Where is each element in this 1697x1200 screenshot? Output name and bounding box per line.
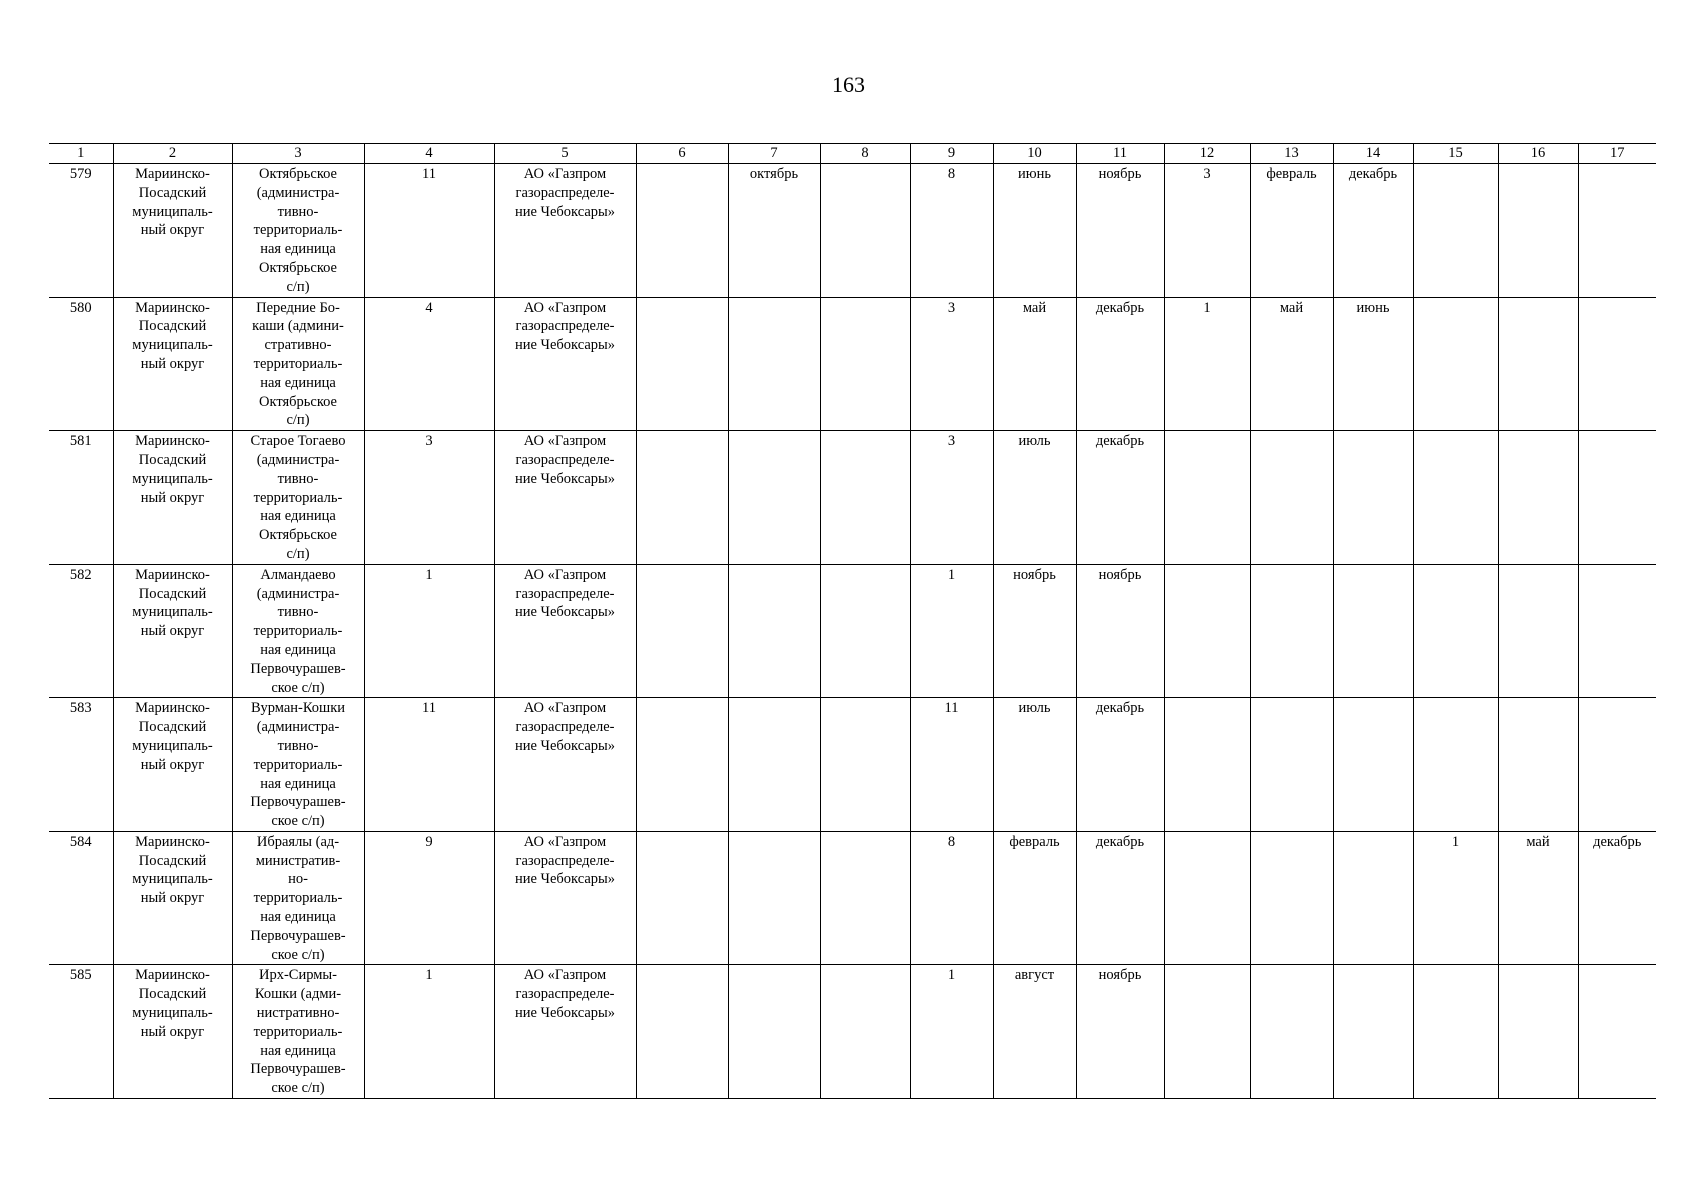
row-number-cell: 584 [49,831,113,965]
col14-month-cell [1333,831,1413,965]
col6-count-cell [636,698,728,832]
column-number: 8 [820,144,910,164]
gas-distributor-cell: АО «Газпром газораспределе- ние Чебоксары» [494,564,636,698]
table-row [49,831,1656,965]
col14-month-cell [1333,431,1413,565]
settlement-cell: Ирх-Сирмы- Кошки (адми- нистративно- территориаль- ная единица Первочурашев- ское с/п) [232,965,364,1099]
col10-month-cell: ноябрь [993,564,1076,698]
col11-month-cell: ноябрь [1076,164,1164,298]
col8-month-cell [820,431,910,565]
gas-distributor-cell: АО «Газпром газораспределе- ние Чебоксары» [494,831,636,965]
col12-count-cell [1164,965,1250,1099]
col7-month-cell: октябрь [728,164,820,298]
col17-month-cell [1578,297,1656,431]
settlement-cell: Октябрьское (администра- тивно- территориаль- ная единица Октябрьское с/п) [232,164,364,298]
district-cell: Мариинско- Посадский муниципаль- ный округ [113,297,232,431]
col6-count-cell [636,431,728,565]
gas-distributor-cell: АО «Газпром газораспределе- ние Чебоксары» [494,965,636,1099]
table-row [49,297,1656,431]
table-row [49,698,1656,832]
table-row [49,965,1656,1099]
col14-month-cell [1333,698,1413,832]
settlement-cell: Ибраялы (ад- министратив- но- территориаль- ная единица Первочурашев- ское с/п) [232,831,364,965]
settlement-cell: Передние Бо- каши (админи- стративно- территориаль- ная единица Октябрьское с/п) [232,297,364,431]
col11-month-cell: декабрь [1076,431,1164,565]
col14-month-cell: июнь [1333,297,1413,431]
col8-month-cell [820,564,910,698]
col6-count-cell [636,965,728,1099]
total-count-cell: 1 [364,965,494,1099]
gasification-schedule-table [49,143,1656,1099]
column-number: 11 [1076,144,1164,164]
district-cell: Мариинско- Посадский муниципаль- ный округ [113,564,232,698]
col17-month-cell: декабрь [1578,831,1656,965]
col9-count-cell: 8 [910,164,993,298]
col13-month-cell [1250,965,1333,1099]
col15-count-cell [1413,698,1498,832]
settlement-cell: Вурман-Кошки (администра- тивно- территориаль- ная единица Первочурашев- ское с/п) [232,698,364,832]
col13-month-cell [1250,831,1333,965]
col16-month-cell [1498,965,1578,1099]
column-number: 6 [636,144,728,164]
col10-month-cell: июль [993,698,1076,832]
column-number: 7 [728,144,820,164]
col15-count-cell [1413,965,1498,1099]
col13-month-cell: май [1250,297,1333,431]
settlement-cell: Алмандаево (администра- тивно- территориаль- ная единица Первочурашев- ское с/п) [232,564,364,698]
total-count-cell: 3 [364,431,494,565]
column-number: 17 [1578,144,1656,164]
district-cell: Мариинско- Посадский муниципаль- ный округ [113,698,232,832]
col16-month-cell [1498,698,1578,832]
column-number: 9 [910,144,993,164]
total-count-cell: 1 [364,564,494,698]
col8-month-cell [820,965,910,1099]
col9-count-cell: 1 [910,965,993,1099]
col11-month-cell: декабрь [1076,831,1164,965]
column-number: 4 [364,144,494,164]
col9-count-cell: 11 [910,698,993,832]
column-number: 1 [49,144,113,164]
col6-count-cell [636,164,728,298]
col16-month-cell [1498,431,1578,565]
col17-month-cell [1578,564,1656,698]
col6-count-cell [636,831,728,965]
col17-month-cell [1578,164,1656,298]
column-number: 12 [1164,144,1250,164]
col16-month-cell: май [1498,831,1578,965]
col6-count-cell [636,297,728,431]
col15-count-cell: 1 [1413,831,1498,965]
row-number-cell: 579 [49,164,113,298]
col14-month-cell [1333,564,1413,698]
col8-month-cell [820,297,910,431]
col9-count-cell: 3 [910,297,993,431]
col10-month-cell: август [993,965,1076,1099]
row-number-cell: 581 [49,431,113,565]
gas-distributor-cell: АО «Газпром газораспределе- ние Чебоксары» [494,431,636,565]
column-number: 2 [113,144,232,164]
district-cell: Мариинско- Посадский муниципаль- ный округ [113,164,232,298]
col8-month-cell [820,831,910,965]
col15-count-cell [1413,297,1498,431]
column-number: 14 [1333,144,1413,164]
col10-month-cell: июль [993,431,1076,565]
col13-month-cell [1250,564,1333,698]
col12-count-cell [1164,831,1250,965]
column-number: 16 [1498,144,1578,164]
col13-month-cell [1250,698,1333,832]
col11-month-cell: декабрь [1076,698,1164,832]
table-row [49,164,1656,298]
col16-month-cell [1498,297,1578,431]
column-number: 15 [1413,144,1498,164]
col12-count-cell [1164,698,1250,832]
col17-month-cell [1578,431,1656,565]
row-number-cell: 582 [49,564,113,698]
col15-count-cell [1413,431,1498,565]
page-number: 163 [832,72,865,97]
col7-month-cell [728,965,820,1099]
row-number-cell: 585 [49,965,113,1099]
col7-month-cell [728,297,820,431]
col10-month-cell: февраль [993,831,1076,965]
col10-month-cell: июнь [993,164,1076,298]
col9-count-cell: 1 [910,564,993,698]
col11-month-cell: ноябрь [1076,965,1164,1099]
col16-month-cell [1498,164,1578,298]
col14-month-cell [1333,965,1413,1099]
settlement-cell: Старое Тогаево (администра- тивно- территориаль- ная единица Октябрьское с/п) [232,431,364,565]
col12-count-cell: 1 [1164,297,1250,431]
col8-month-cell [820,164,910,298]
col12-count-cell [1164,431,1250,565]
column-number-row [49,144,1656,164]
col9-count-cell: 8 [910,831,993,965]
gas-distributor-cell: АО «Газпром газораспределе- ние Чебоксары» [494,297,636,431]
col6-count-cell [636,564,728,698]
total-count-cell: 4 [364,297,494,431]
col7-month-cell [728,831,820,965]
table-row [49,431,1656,565]
column-number: 5 [494,144,636,164]
district-cell: Мариинско- Посадский муниципаль- ный округ [113,431,232,565]
col11-month-cell: декабрь [1076,297,1164,431]
col17-month-cell [1578,698,1656,832]
col7-month-cell [728,698,820,832]
col15-count-cell [1413,564,1498,698]
row-number-cell: 583 [49,698,113,832]
col10-month-cell: май [993,297,1076,431]
col16-month-cell [1498,564,1578,698]
column-number: 3 [232,144,364,164]
col17-month-cell [1578,965,1656,1099]
column-number: 10 [993,144,1076,164]
district-cell: Мариинско- Посадский муниципаль- ный округ [113,965,232,1099]
col12-count-cell: 3 [1164,164,1250,298]
col12-count-cell [1164,564,1250,698]
col9-count-cell: 3 [910,431,993,565]
col13-month-cell: февраль [1250,164,1333,298]
gas-distributor-cell: АО «Газпром газораспределе- ние Чебоксары» [494,164,636,298]
district-cell: Мариинско- Посадский муниципаль- ный округ [113,831,232,965]
row-number-cell: 580 [49,297,113,431]
total-count-cell: 9 [364,831,494,965]
col7-month-cell [728,564,820,698]
col15-count-cell [1413,164,1498,298]
total-count-cell: 11 [364,698,494,832]
col11-month-cell: ноябрь [1076,564,1164,698]
table-row [49,564,1656,698]
total-count-cell: 11 [364,164,494,298]
col13-month-cell [1250,431,1333,565]
col14-month-cell: декабрь [1333,164,1413,298]
gas-distributor-cell: АО «Газпром газораспределе- ние Чебоксары» [494,698,636,832]
col7-month-cell [728,431,820,565]
column-number: 13 [1250,144,1333,164]
col8-month-cell [820,698,910,832]
